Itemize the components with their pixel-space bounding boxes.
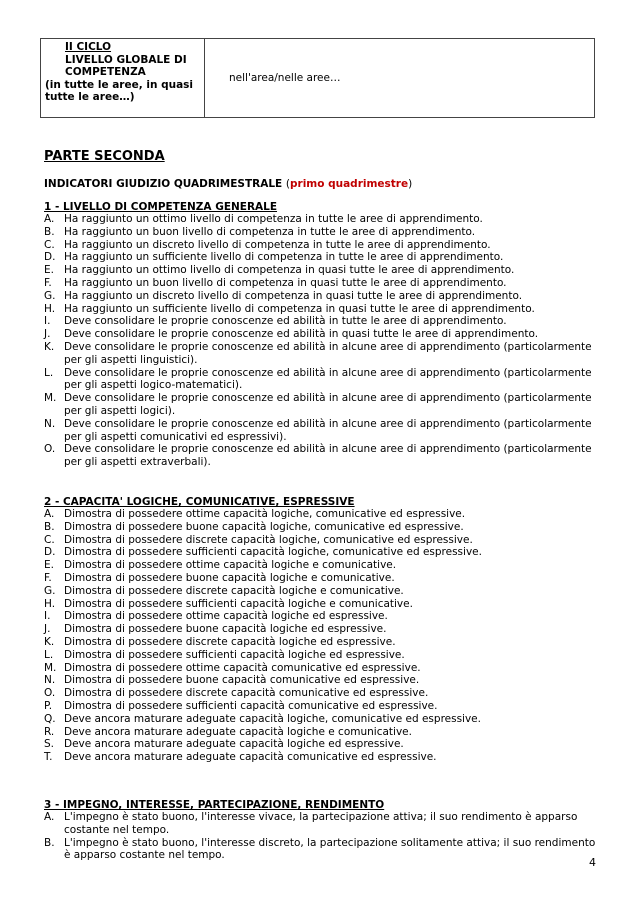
list-item [44,636,604,649]
list-item-letter: H. [44,597,56,610]
list-item-letter: O. [44,687,56,700]
list-item-text: Ha raggiunto un sufficiente livello di competenza in quasi tutte le aree di apprendimento. [64,302,535,315]
indicators-close-paren: ) [408,178,413,190]
list-item [44,610,604,623]
section-title: 3 - IMPEGNO, INTERESSE, PARTECIPAZIONE, RENDIMENTO [44,799,385,811]
list-item-text: Dimostra di possedere buone capacità logiche ed espressive. [64,623,387,636]
list-item [44,226,604,239]
list-item [44,328,604,341]
list-item [44,572,604,585]
section-title: 2 - CAPACITA' LOGICHE, COMUNICATIVE, ESPRESSIVE [44,496,355,508]
section-3-items [44,811,604,862]
level-table-line: COMPETENZA [65,66,146,79]
list-item-text: Deve ancora maturare adeguate capacità logiche e comunicative. [64,725,412,738]
list-item [44,837,604,863]
list-item [44,623,604,636]
list-item-text: Dimostra di possedere buone capacità logiche e comunicative. [64,571,395,584]
list-item-letter: C. [44,238,55,251]
list-item-letter: Q. [44,712,56,725]
list-item-text: Ha raggiunto un buon livello di competenza in quasi tutte le aree di apprendimento. [64,276,507,289]
list-item [44,534,604,547]
list-item-text: Deve consolidare le proprie conoscenze ed abilità in alcune aree di apprendimento (particolarmente per gli aspetti extraverbali). [64,443,592,469]
list-item-letter: L. [44,366,54,379]
list-item-text: Ha raggiunto un buon livello di competenza in tutte le aree di apprendimento. [64,225,476,238]
level-table-value: nell'area/nelle aree… [229,72,341,84]
list-item-letter: A. [44,811,55,823]
level-table-line: tutte le aree…) [45,91,135,104]
list-item-letter: D. [44,251,56,264]
list-item-text: Deve ancora maturare adeguate capacità logiche ed espressive. [64,738,404,751]
list-item-text: Dimostra di possedere ottime capacità logiche ed espressive. [64,610,388,623]
list-item-text: Dimostra di possedere ottime capacità comunicative ed espressive. [64,661,421,674]
list-item-text: Dimostra di possedere ottime capacità logiche e comunicative. [64,559,397,572]
list-item-letter: J. [44,623,51,636]
list-item-text: Ha raggiunto un ottimo livello di competenza in quasi tutte le aree di apprendimento. [64,264,515,277]
list-item [44,811,604,837]
list-item-text: Dimostra di possedere sufficienti capacità comunicative ed espressive. [64,699,438,712]
list-item-text: Dimostra di possedere sufficienti capacità logiche, comunicative ed espressive. [64,546,482,559]
level-table-label-cell [41,39,205,117]
list-item-text: Ha raggiunto un ottimo livello di competenza in tutte le aree di apprendimento. [64,213,483,225]
level-table-value-cell [205,39,594,117]
list-item-letter: K. [44,635,55,648]
list-item [44,700,604,713]
section-2-items [44,508,604,764]
list-item-letter: A. [44,213,55,225]
list-item-text: L'impegno è stato buono, l'interesse vivace, la partecipazione attiva; il suo rendimento è apparso costante nel tempo. [64,811,578,836]
list-item-letter: E. [44,559,54,572]
list-item-text: Ha raggiunto un sufficiente livello di competenza in tutte le aree di apprendimento. [64,251,504,264]
indicators-period: primo quadrimestre [290,178,409,190]
list-item [44,213,604,226]
list-item-letter: F. [44,276,52,289]
list-item-letter: N. [44,417,56,430]
section-1 [44,201,604,469]
list-item-text: Deve consolidare le proprie conoscenze ed abilità in alcune aree di apprendimento (particolarmente per gli aspetti logico-matematici). [64,366,592,392]
list-item-text: Deve ancora maturare adeguate capacità logiche, comunicative ed espressive. [64,712,481,725]
indicators-heading-block [44,178,604,190]
list-item [44,751,604,764]
list-item-letter: M. [44,661,57,674]
list-item-letter: F. [44,571,52,584]
list-item-text: Dimostra di possedere discrete capacità comunicative ed espressive. [64,687,429,700]
section-1-items [44,213,604,469]
list-item-letter: R. [44,725,55,738]
list-item [44,598,604,611]
list-item-letter: L. [44,648,54,661]
part-title: PARTE SECONDA [44,149,165,164]
list-item [44,341,604,367]
part-title-block [44,149,604,164]
list-item [44,662,604,675]
list-item-letter: D. [44,546,56,559]
list-item-text: L'impegno è stato buono, l'interesse discreto, la partecipazione solitamente attiva; il suo rendimento è apparso costante nel tempo. [64,836,596,862]
list-item-letter: G. [44,584,56,597]
list-item-letter: M. [44,392,57,405]
list-item [44,521,604,534]
level-table-line: LIVELLO GLOBALE DI [65,53,187,66]
list-item-letter: O. [44,443,56,456]
list-item [44,277,604,290]
level-table-line: (in tutte le aree, in quasi [45,78,194,91]
list-item [44,392,604,418]
list-item [44,674,604,687]
list-item [44,251,604,264]
list-item-letter: J. [44,328,51,341]
list-item-letter: I. [44,315,51,328]
list-item-text: Dimostra di possedere sufficienti capacità logiche ed espressive. [64,648,405,661]
section-2 [44,496,604,764]
indicators-open-paren: ( [285,178,290,190]
list-item-text: Dimostra di possedere discrete capacità logiche e comunicative. [64,584,404,597]
list-item-text: Ha raggiunto un discreto livello di competenza in quasi tutte le aree di apprendimento. [64,289,523,302]
list-item-text: Ha raggiunto un discreto livello di competenza in tutte le aree di apprendimento. [64,238,491,251]
list-item-text: Deve consolidare le proprie conoscenze ed abilità in quasi tutte le aree di apprendimento. [64,328,539,341]
list-item [44,418,604,444]
list-item-letter: E. [44,264,54,277]
list-item [44,649,604,662]
list-item-text: Deve consolidare le proprie conoscenze ed abilità in tutte le aree di apprendimento. [64,315,507,328]
list-item-letter: B. [44,520,55,533]
list-item [44,546,604,559]
list-item-text: Dimostra di possedere discrete capacità logiche, comunicative ed espressive. [64,533,473,546]
indicators-heading [44,178,604,190]
list-item-text: Dimostra di possedere buone capacità comunicative ed espressive. [64,674,420,687]
list-item [44,508,604,521]
list-item-letter: B. [44,225,55,238]
list-item [44,585,604,598]
list-item [44,315,604,328]
list-item-letter: C. [44,533,55,546]
list-item-text: Deve consolidare le proprie conoscenze ed abilità in alcune aree di apprendimento (particolarmente per gli aspetti linguistici). [64,340,592,366]
list-item [44,726,604,739]
list-item-text: Deve consolidare le proprie conoscenze ed abilità in alcune aree di apprendimento (particolarmente per gli aspetti logici). [64,392,592,417]
list-item [44,367,604,393]
list-item-text: Dimostra di possedere sufficienti capacità logiche e comunicative. [64,597,413,610]
list-item-text: Dimostra di possedere discrete capacità logiche ed espressive. [64,635,396,648]
list-item-letter: G. [44,289,56,302]
list-item [44,687,604,700]
list-item-letter: N. [44,674,56,687]
section-3 [44,799,604,862]
list-item-text: Deve ancora maturare adeguate capacità comunicative ed espressive. [64,751,437,764]
list-item-text: Deve consolidare le proprie conoscenze ed abilità in alcune aree di apprendimento (particolarmente per gli aspetti comunicativi ed espressivi). [64,417,592,443]
level-table [40,38,595,118]
list-item [44,738,604,751]
list-item-letter: A. [44,508,55,520]
list-item-letter: K. [44,340,55,353]
page-number: 4 [589,856,596,869]
list-item-letter: P. [44,699,53,712]
list-item [44,713,604,726]
list-item [44,239,604,252]
list-item [44,443,604,469]
list-item-letter: B. [44,836,55,849]
section-title: 1 - LIVELLO DI COMPETENZA GENERALE [44,201,278,213]
list-item [44,264,604,277]
list-item-text: Dimostra di possedere buone capacità logiche, comunicative ed espressive. [64,520,464,533]
list-item-letter: S. [44,738,55,751]
list-item-letter: T. [44,751,53,764]
indicators-heading-prefix: INDICATORI GIUDIZIO QUADRIMESTRALE [44,178,283,190]
list-item [44,303,604,316]
list-item-text: Dimostra di possedere ottime capacità logiche, comunicative ed espressive. [64,508,466,520]
list-item [44,290,604,303]
list-item [44,559,604,572]
list-item-letter: I. [44,610,51,623]
level-table-line: II CICLO [65,41,112,53]
list-item-letter: H. [44,302,56,315]
